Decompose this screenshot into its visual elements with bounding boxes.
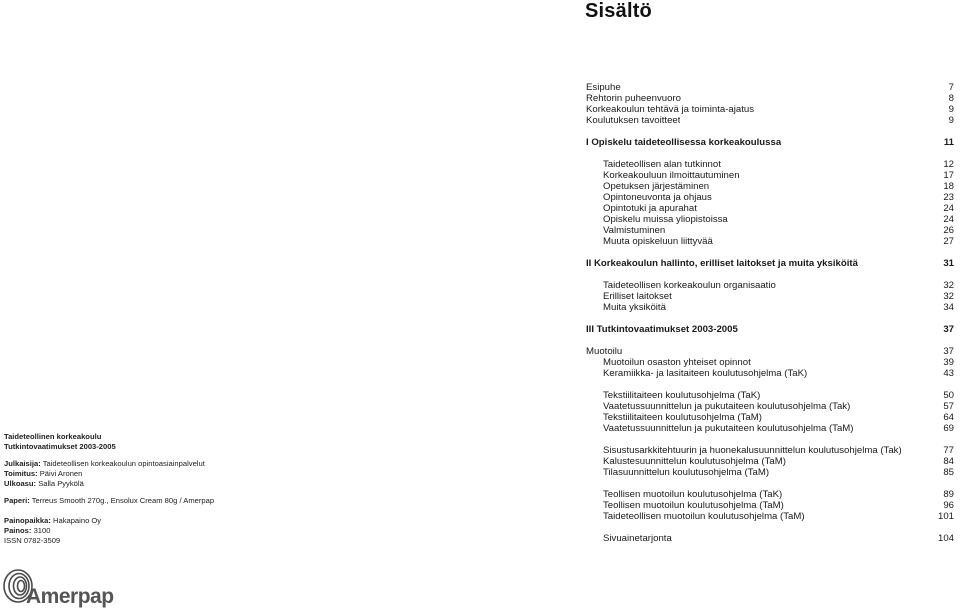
toc-entry-page: 32 — [943, 280, 954, 291]
toc-entry-label: Sisustusarkkitehtuurin ja huonekalusuunnittelun koulutusohjelma (Tak) — [603, 445, 902, 456]
toc-entry-page: 37 — [943, 346, 954, 357]
toc-entry-label: Vaatetussuunnittelun ja pukutaiteen koulutusohjelma (Tak) — [603, 401, 851, 412]
toc-entry-label: Muotoilu — [586, 346, 623, 357]
toc-entry — [586, 203, 954, 214]
toc-entry-label: Erilliset laitokset — [603, 291, 672, 302]
toc-entry-label: Kalustesuunnittelun koulutusohjelma (TaM) — [603, 456, 786, 467]
toc-spacer — [586, 247, 954, 258]
toc-entry-label: I Opiskelu taideteollisessa korkeakoulussa — [586, 137, 782, 148]
toc-entry-page: 77 — [943, 445, 954, 456]
toc-spacer — [586, 148, 954, 159]
colophon-org: Taideteollinen korkeakoulu — [4, 432, 102, 441]
toc-entry-label: Tekstiilitaiteen koulutusohjelma (TaK) — [603, 390, 761, 401]
toc-entry — [586, 159, 954, 170]
colophon — [4, 432, 284, 546]
toc-entry — [586, 533, 954, 544]
toc-entry-label: Taideteollisen korkeakoulun organisaatio — [603, 280, 776, 291]
toc-entry — [586, 115, 954, 126]
toc-entry-page: 26 — [943, 225, 954, 236]
toc-entry-label: Opintotuki ja apurahat — [603, 203, 697, 214]
toc-spacer — [586, 478, 954, 489]
colophon-publisher: Julkaisija: Taideteollisen korkeakoulun opintoasiainpalvelut — [4, 459, 205, 468]
toc-entry — [586, 82, 954, 93]
toc-entry — [586, 236, 954, 247]
colophon-printer: Painopaikka: Hakapaino Oy — [4, 516, 102, 525]
toc-entry-label: III Tutkintovaatimukset 2003-2005 — [586, 324, 738, 335]
toc-entry-label: Tilasuunnittelun koulutusohjelma (TaM) — [603, 467, 770, 478]
toc-entry-label: Muuta opiskeluun liittyvää — [603, 236, 713, 247]
toc-entry — [586, 489, 954, 500]
toc-entry-page: 17 — [943, 170, 954, 181]
toc-entry-label: Teollisen muotoilun koulutusohjelma (TaK) — [603, 489, 783, 500]
toc-entry — [586, 357, 954, 368]
toc-entry-page: 27 — [943, 236, 954, 247]
toc-entry — [586, 445, 954, 456]
toc-entry — [586, 401, 954, 412]
toc-entry-page: 89 — [943, 489, 954, 500]
toc-entry-page: 24 — [943, 214, 954, 225]
logo-wordmark: Amerpap — [26, 585, 114, 608]
colophon-layout: Ulkoasu: Salla Pyykölä — [4, 479, 84, 488]
toc-entry-page: 85 — [943, 467, 954, 478]
toc-entry — [586, 192, 954, 203]
toc-entry — [586, 412, 954, 423]
toc-entry-label: Muotoilun osaston yhteiset opinnot — [603, 357, 751, 368]
toc-entry — [586, 390, 954, 401]
colophon-issn: ISSN 0782-3509 — [4, 536, 61, 545]
toc-entry-page: 18 — [943, 181, 954, 192]
toc-entry-page: 37 — [943, 324, 954, 335]
toc-entry-page: 104 — [937, 533, 954, 544]
toc-entry-page: 23 — [943, 192, 954, 203]
toc-entry-label: Opetuksen järjestäminen — [603, 181, 710, 192]
toc-entry — [586, 511, 954, 522]
toc-entry-page: 96 — [943, 500, 954, 511]
toc-entry — [586, 170, 954, 181]
toc-entry — [586, 225, 954, 236]
toc-entry-label: Taideteollisen alan tutkinnot — [603, 159, 721, 170]
toc-entry-page: 9 — [948, 104, 954, 115]
toc-spacer — [586, 126, 954, 137]
toc-entry-page: 7 — [948, 82, 954, 93]
toc-entry-label: Korkeakoulun tehtävä ja toiminta-ajatus — [586, 104, 754, 115]
toc-entry-label: Opiskelu muissa yliopistoissa — [603, 214, 728, 225]
toc-entry-label: Teollisen muotoilun koulutusohjelma (TaM) — [603, 500, 784, 511]
toc-entry-label: Tekstiilitaiteen koulutusohjelma (TaM) — [603, 412, 762, 423]
toc-entry-page: 32 — [943, 291, 954, 302]
toc-entry — [586, 346, 954, 357]
toc-entry — [586, 93, 954, 104]
colophon-edition: Painos: 3100 — [4, 526, 51, 535]
toc-entry — [586, 456, 954, 467]
toc-entry-page: 11 — [943, 137, 954, 148]
toc-spacer — [586, 379, 954, 390]
toc-spacer — [586, 434, 954, 445]
toc-section-heading — [586, 137, 954, 148]
toc-entry-label: II Korkeakoulun hallinto, erilliset laitokset ja muita yksiköitä — [586, 258, 858, 269]
toc-entry — [586, 181, 954, 192]
toc-section-heading — [586, 324, 954, 335]
toc-entry-label: Opintoneuvonta ja ohjaus — [603, 192, 712, 203]
toc-spacer — [586, 522, 954, 533]
toc-section-heading — [586, 258, 954, 269]
toc-entry-page: 101 — [937, 511, 954, 522]
toc-entry-page: 12 — [943, 159, 954, 170]
toc-entry-page: 24 — [943, 203, 954, 214]
colophon-paper: Paperi: Terreus Smooth 270g., Ensolux Cream 80g / Amerpap — [4, 496, 215, 505]
toc-entry — [586, 104, 954, 115]
toc-entry — [586, 302, 954, 313]
toc-entry-page: 64 — [943, 412, 954, 423]
toc-entry-page: 8 — [948, 93, 954, 104]
toc-entry-page: 31 — [943, 258, 954, 269]
toc-entry-page: 50 — [943, 390, 954, 401]
toc-entry — [586, 214, 954, 225]
toc-entry-page: 39 — [943, 357, 954, 368]
toc-entry-label: Koulutuksen tavoitteet — [586, 115, 681, 126]
toc-entry — [586, 280, 954, 291]
toc-entry-label: Keramiikka- ja lasitaiteen koulutusohjelma (TaK) — [603, 368, 808, 379]
toc-spacer — [586, 269, 954, 280]
toc-entry-label: Taideteollisen muotoilun koulutusohjelma (TaM) — [603, 511, 805, 522]
toc-entry — [586, 368, 954, 379]
toc-entry — [586, 467, 954, 478]
toc-entry-label: Korkeakouluun ilmoittautuminen — [603, 170, 740, 181]
toc-entry-label: Sivuainetarjonta — [603, 533, 672, 544]
toc-entry-page: 57 — [943, 401, 954, 412]
toc-entry-page: 84 — [943, 456, 954, 467]
toc-entry-page: 69 — [943, 423, 954, 434]
toc-entry-label: Muita yksiköitä — [603, 302, 666, 313]
colophon-title: Tutkintovaatimukset 2003-2005 — [4, 442, 116, 451]
toc-entry-label: Rehtorin puheenvuoro — [586, 93, 681, 104]
toc-entry-label: Esipuhe — [586, 82, 621, 93]
toc-entry — [586, 500, 954, 511]
toc-entry-page: 9 — [948, 115, 954, 126]
toc-spacer — [586, 313, 954, 324]
toc-entry-label: Vaatetussuunnittelun ja pukutaiteen koulutusohjelma (TaM) — [603, 423, 854, 434]
toc-entry-label: Valmistuminen — [603, 225, 666, 236]
toc-spacer — [586, 335, 954, 346]
toc-entry-page: 43 — [943, 368, 954, 379]
table-of-contents — [586, 82, 954, 544]
toc-entry — [586, 291, 954, 302]
colophon-editor: Toimitus: Päivi Aronen — [4, 469, 83, 478]
toc-entry-page: 34 — [943, 302, 954, 313]
page-title: Sisältö — [585, 0, 652, 22]
toc-entry — [586, 423, 954, 434]
